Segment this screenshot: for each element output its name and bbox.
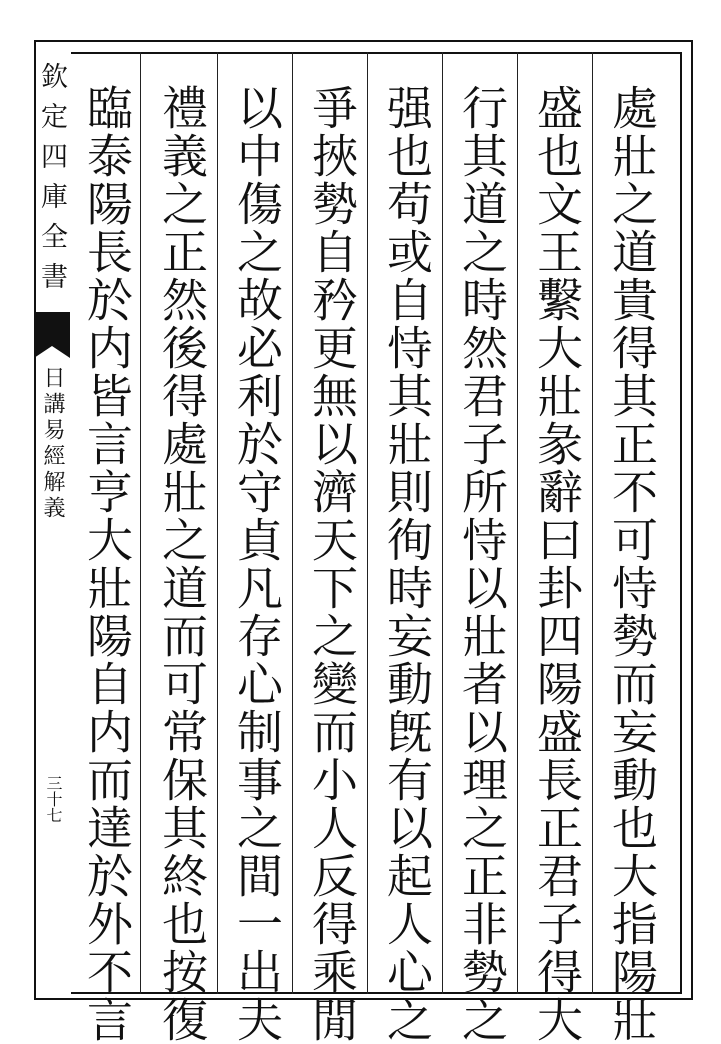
text-column-4: 强也苟或自恃其壯則徇時妄動旣有以起人心之	[380, 84, 434, 1044]
text-column-3: 行其道之時然君子所恃以壯者以理之正非勢之	[455, 84, 509, 1044]
text-column-6: 以中傷之故必利於守貞凡存心制事之間一出夫	[230, 84, 284, 1044]
page-number: 三十七	[44, 775, 63, 823]
text-column-1: 處壯之道貴得其正不可恃勢而妄動也大指陽壯	[605, 84, 659, 1044]
column-rule	[217, 52, 218, 994]
fishtail-mark-icon	[34, 312, 70, 358]
text-column-2: 盛也文王繫大壯彖辭曰卦四陽盛長正君子得大	[530, 84, 584, 1044]
column-rule	[592, 52, 593, 994]
book-title: 欽定四庫全書	[36, 62, 67, 302]
text-column-7: 禮義之正然後得處壯之道而可常保其終也按復	[155, 84, 209, 1044]
text-column-8: 臨泰陽長於内皆言亨大壯陽自内而達於外不言	[80, 84, 134, 1044]
column-rule	[367, 52, 368, 994]
column-rule	[140, 52, 141, 994]
column-rule	[517, 52, 518, 994]
text-column-5: 爭挾勢自矜更無以濟天下之變而小人反得乘閒	[305, 84, 359, 1044]
column-rule	[442, 52, 443, 994]
column-rule	[292, 52, 293, 994]
work-title: 日講易經解義	[40, 366, 65, 522]
